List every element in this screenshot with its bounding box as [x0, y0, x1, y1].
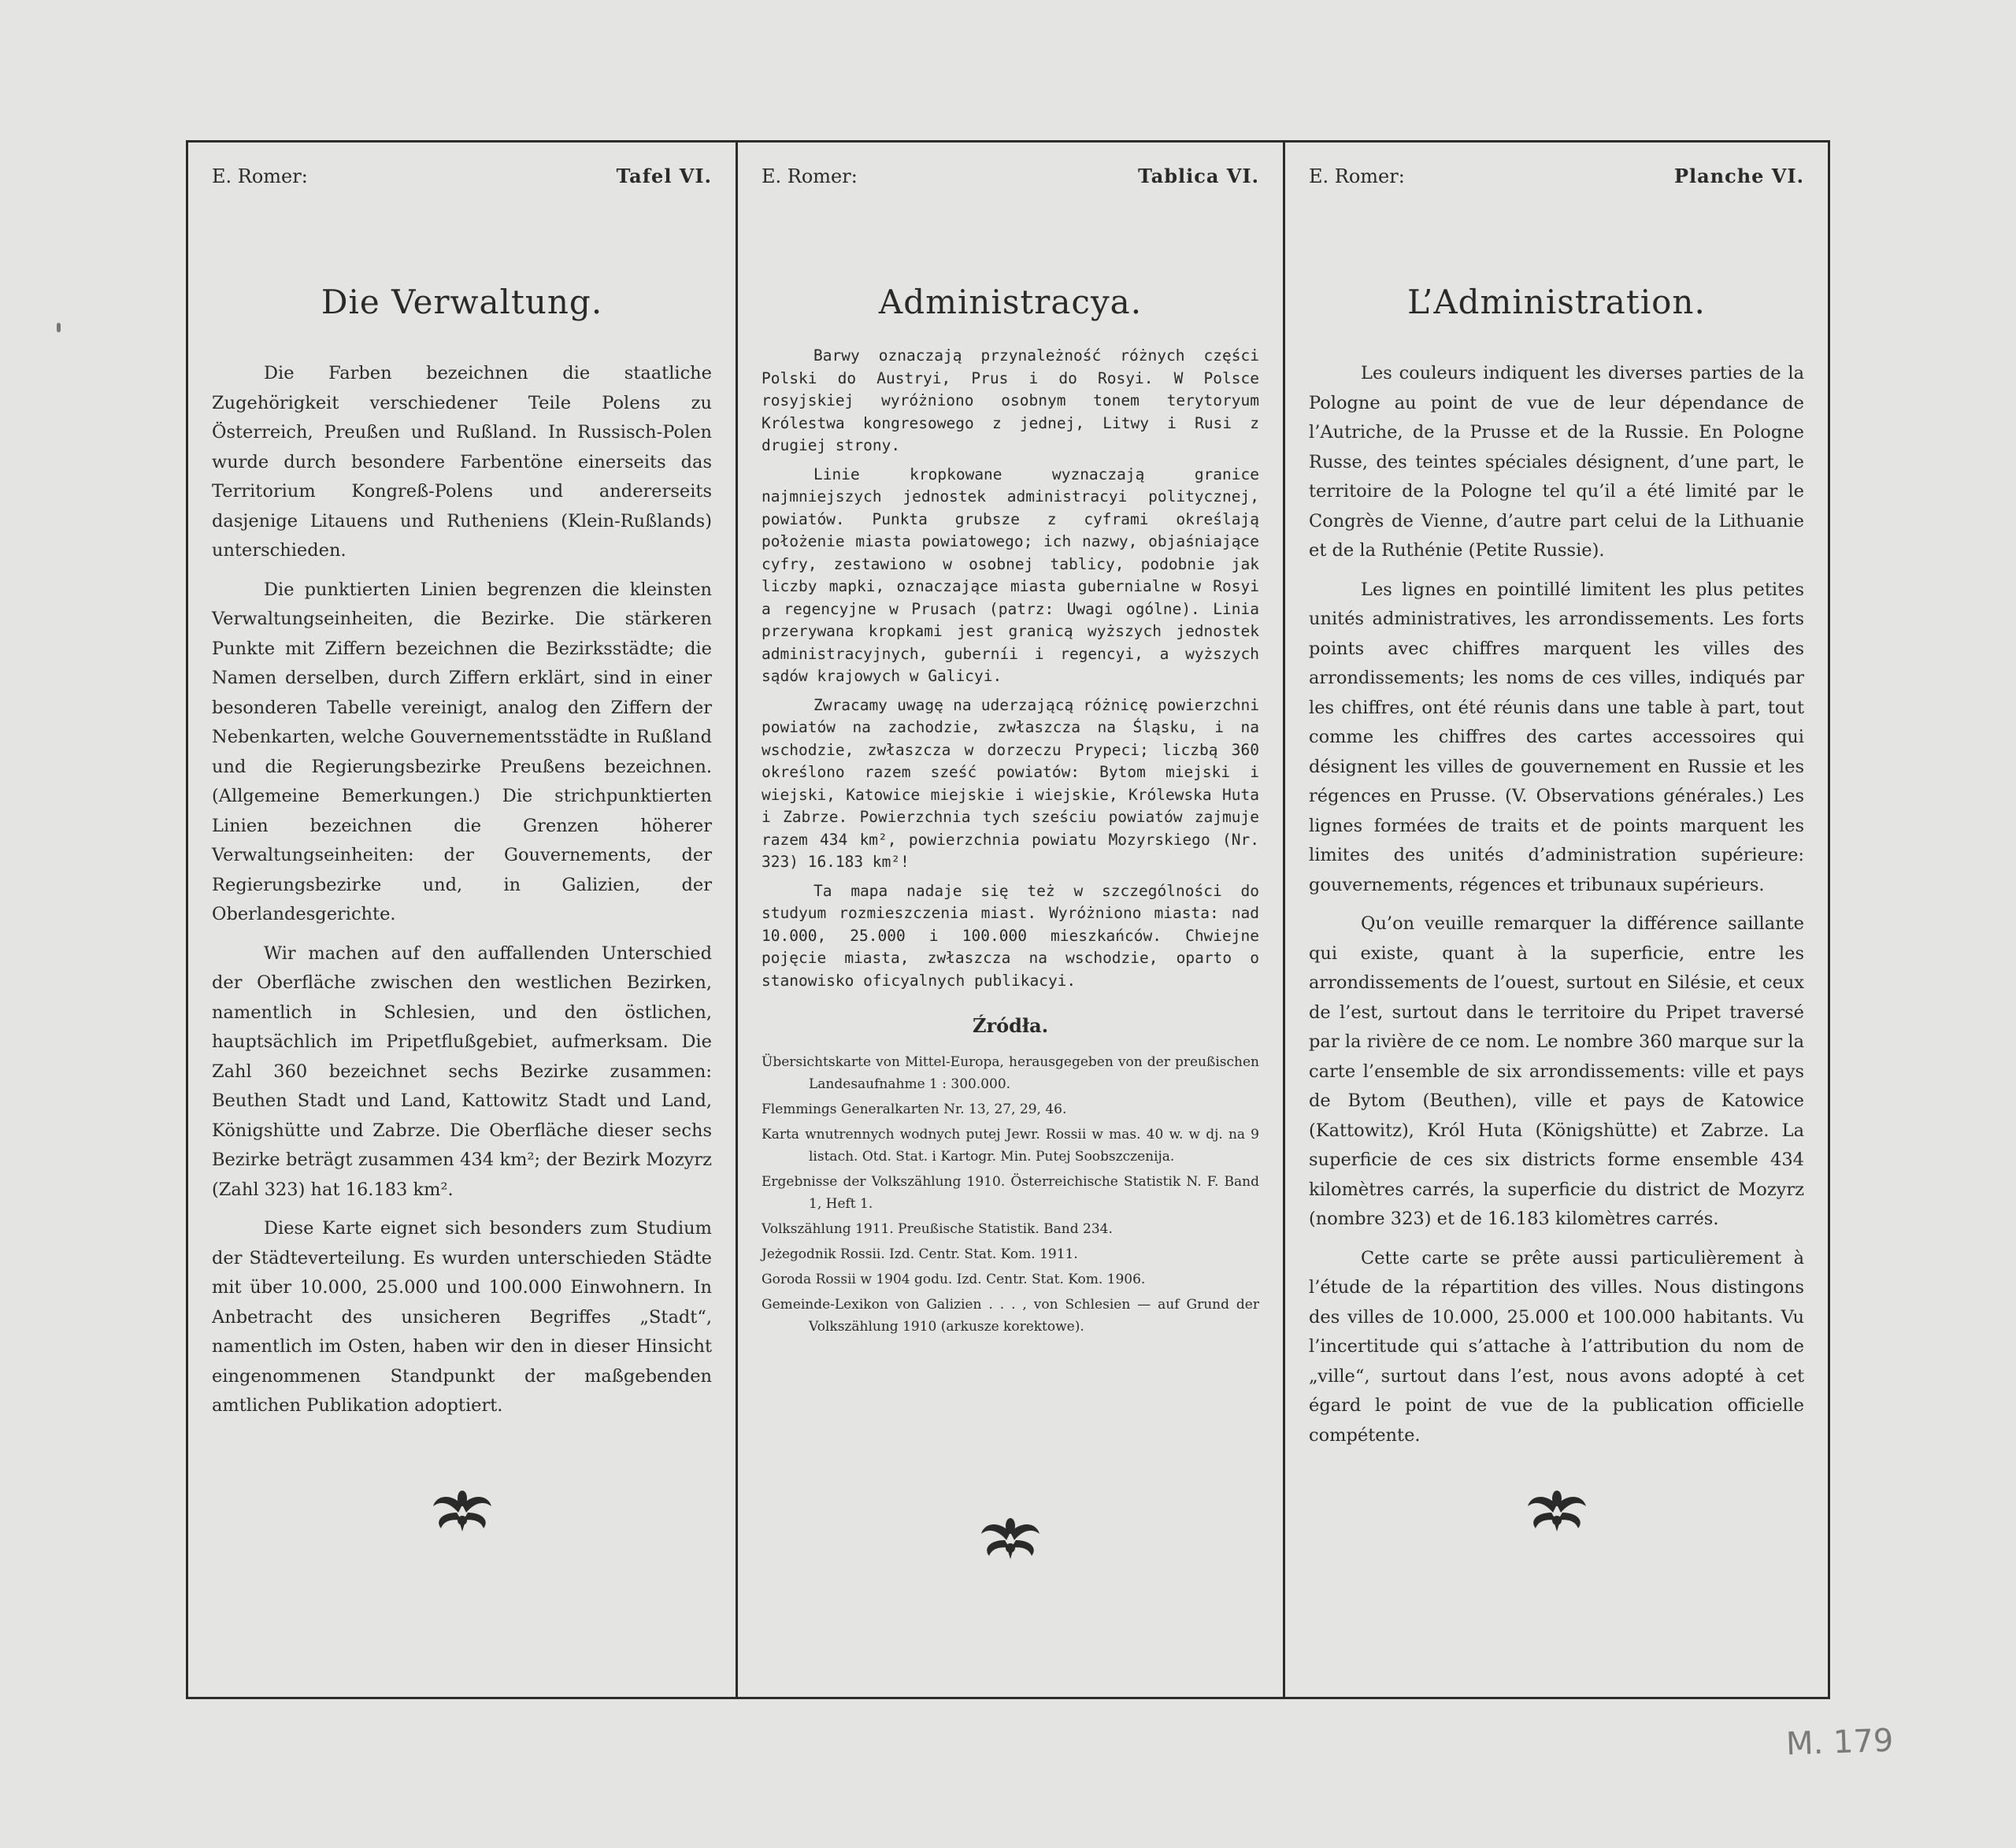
paragraph: Diese Karte eignet sich besonders zum Studium der Städteverteilung. Es wurden unterschieden Städte mit über 10.000, 25.000 und 100.000 Einwohnern. In Anbetracht des unsicheren Begriffes „Stadt“, namentlich im Osten, haben wir den in dieser Hinsicht eingenommenen Standpunkt der maßgebenden amtlichen Publikation adoptiert.: [212, 1218, 712, 1416]
source-item: Karta wnutrennych wodnych putej Jewr. Rossii w mas. 40 w. w dj. na 9 listach. Otd. Stat. i Kartogr. Min. Putej Soobszczenija.: [762, 1127, 1259, 1165]
source-item: Volkszählung 1911. Preußische Statistik. Band 234.: [762, 1221, 1113, 1237]
paragraph: Les lignes en pointillé limitent les plus petites unités administratives, les arrondissements. Les forts points avec chiffres marquent les villes des arrondissements; les noms de ces villes, indiqués par les chiffres, ont été réunis dans une table à part, tout comme les chiffres des cartes accessoires qui désignent les villes de gouvernement en Russie et les régences en Prusse. (V. Observations générales.) Les lignes formées de traits et de points marquent les limites des unités d’administration supérieure: gouvernements, régences et tribunaux supérieurs.: [1309, 579, 1804, 895]
author-label: E. Romer:: [762, 165, 858, 187]
plate-number: Planche VI.: [1673, 165, 1804, 187]
author-label: E. Romer:: [1309, 165, 1405, 187]
paragraph: Die punktierten Linien begrenzen die kleinsten Verwaltungseinheiten, die Bezirke. Die stärkeren Punkte mit Ziffern bezeichnen die Bezirksstädte; die Namen derselben, durch Ziffern erklärt, sind in einer besonderen Tabelle vereinigt, analog den Ziffern der Nebenkarten, welche Gouvernementsstädte in Rußland und die Regierungsbezirke Preußens bezeichnen. (Allgemeine Bemerkungen.) Die strichpunktierten Linien bezeichnen die Grenzen höherer Verwaltungseinheiten: der Gouvernements, der Regierungsbezirke und, in Galizien, der Oberlandesgerichte.: [212, 579, 712, 924]
paragraph: Ta mapa nadaje się też w szczególności do studyum rozmieszczenia miast. Wyróżniono miasta: nad 10.000, 25.000 i 100.000 mieszkańców. Chwiejne pojęcie miasta, zwłaszcza na wschodzie, oparto o stanowisko oficyalnych publikacyi.: [762, 881, 1259, 990]
source-item: Goroda Rossii w 1904 godu. Izd. Centr. Stat. Kom. 1906.: [762, 1272, 1146, 1287]
column-polish: [736, 143, 1283, 1697]
plate-number: Tafel VI.: [616, 165, 712, 187]
column-body: [212, 359, 712, 1421]
paragraph: Les couleurs indiquent les diverses parties de la Pologne au point de vue de leur dépendance de l’Autriche, de la Prusse et de la Russie. En Pologne Russe, des teintes spéciales désignent, d’une part, le territoire de la Pologne tel qu’il a été limité par le Congrès de Vienne, d’autre part celui de la Lithuanie et de la Ruthénie (Petite Russie).: [1309, 363, 1804, 561]
fleuron-ornament-icon: [1521, 1489, 1592, 1531]
source-item: Flemmings Generalkarten Nr. 13, 27, 29, 46.: [762, 1102, 1067, 1117]
source-item: Übersichtskarte von Mittel-Europa, herausgegeben von der preußischen Landesaufnahme 1 : 300.000.: [762, 1054, 1259, 1092]
column-body: [762, 345, 1259, 992]
source-item: Ergebnisse der Volkszählung 1910. Österreichische Statistik N. F. Band 1, Heft 1.: [762, 1174, 1259, 1212]
plate-frame: [186, 140, 1830, 1699]
paper-speck: [57, 323, 61, 332]
column-french: [1283, 143, 1828, 1697]
column-header: [212, 165, 712, 196]
source-item: Gemeinde-Lexikon von Galizien . . . , von Schlesien — auf Grund der Volkszählung 1910 (arkusze korektowe).: [762, 1297, 1259, 1335]
inventory-mark: M. 179: [1785, 1722, 1895, 1763]
paragraph: Qu’on veuille remarquer la différence saillante qui existe, quant à la superficie, entre les arrondissements de l’ouest, surtout en Silésie, et ceux de l’est, surtout dans le territoire du Pripet traversé par la rivière de ce nom. Le nombre 360 marque sur la carte l’ensemble de six arrondissements: ville et pays de Bytom (Beuthen), ville et pays de Katowice (Kattowitz), Król Huta (Königshütte) et Zabrze. La superficie de ces six districts forme ensemble 434 kilomètres carrés, la superficie du district de Mozyrz (nombre 323) et de 16.183 kilomètres carrés.: [1309, 913, 1804, 1229]
sources-heading: Źródła.: [972, 1014, 1049, 1037]
paragraph: Linie kropkowane wyznaczają granice najmniejszych jednostek administracyi politycznej, powiatów. Punkta grubsze z cyframi określają położenie miasta powiatowego; ich nazwy, objaśniające cyfry, zestawiono w osobnej tablicy, podobnie jak liczby mapki, oznaczające miasta gubernialne w Rosyi a regencyjne w Prusach (patrz: Uwagi ogólne). Linia przerywana kropkami jest granicą wyższych jednostek administracyjnych, guberníi i regencyi, a wyższych sądów krajowych w Galicyi.: [762, 465, 1259, 685]
column-german: [188, 143, 736, 1697]
column-title: L’Administration.: [1407, 283, 1706, 321]
sources-list: [762, 1051, 1259, 1338]
fleuron-ornament-icon: [427, 1489, 498, 1531]
source-item: Jeżegodnik Rossii. Izd. Centr. Stat. Kom. 1911.: [762, 1246, 1078, 1262]
plate-number: Tablica VI.: [1138, 165, 1259, 187]
column-title: Die Verwaltung.: [321, 283, 603, 321]
column-body: [1309, 359, 1804, 1450]
paragraph: Die Farben bezeichnen die staatliche Zugehörigkeit verschiedener Teile Polens zu Österreich, Preußen und Rußland. In Russisch-Polen wurde durch besondere Farbentöne einerseits das Territorium Kongreß-Polens und andererseits dasjenige Litauens und Rutheniens (Klein-Rußlands) unterschieden.: [212, 363, 712, 561]
paragraph: Zwracamy uwagę na uderzającą różnicę powierzchni powiatów na zachodzie, zwłaszcza na Śląsku, i na wschodzie, zwłaszcza w dorzeczu Prypeci; liczbą 360 określono razem sześć powiatów: Bytom miejski i wiejski, Katowice miejskie i wiejskie, Królewska Huta i Zabrze. Powierzchnia tych sześciu powiatów zajmuje razem 434 km², powierzchnia powiatu Mozyrskiego (Nr. 323) 16.183 km²!: [762, 695, 1259, 871]
column-header: [762, 165, 1259, 196]
paragraph: Wir machen auf den auffallenden Unterschied der Oberfläche zwischen den westlichen Bezirken, namentlich in Schlesien, und den östlichen, hauptsächlich im Pripetflußgebiet, aufmerksam. Die Zahl 360 bezeichnet sechs Bezirke zusammen: Beuthen Stadt und Land, Kattowitz Stadt und Land, Königshütte und Zabrze. Die Oberfläche dieser sechs Bezirke beträgt zusammen 434 km²; der Bezirk Mozyrz (Zahl 323) hat 16.183 km².: [212, 943, 712, 1200]
column-header: [1309, 165, 1804, 196]
fleuron-ornament-icon: [975, 1517, 1046, 1559]
paragraph: Cette carte se prête aussi particulièrement à l’étude de la répartition des villes. Nous distingons des villes de 10.000, 25.000 et 100.000 habitants. Vu l’incertitude qui s’attache à l’attribution du nom de „ville“, surtout dans l’est, nous avons adopté à cet égard le point de vue de la publication officielle compétente.: [1309, 1247, 1804, 1446]
column-title: Administracya.: [878, 283, 1143, 321]
author-label: E. Romer:: [212, 165, 308, 187]
paragraph: Barwy oznaczają przynależność różnych części Polski do Austryi, Prus i do Rosyi. W Polsce rosyjskiej wyróżniono osobnym tonem terytoryum Królestwa kongresowego z jednej, Litwy i Rusi z drugiej strony.: [762, 346, 1259, 454]
